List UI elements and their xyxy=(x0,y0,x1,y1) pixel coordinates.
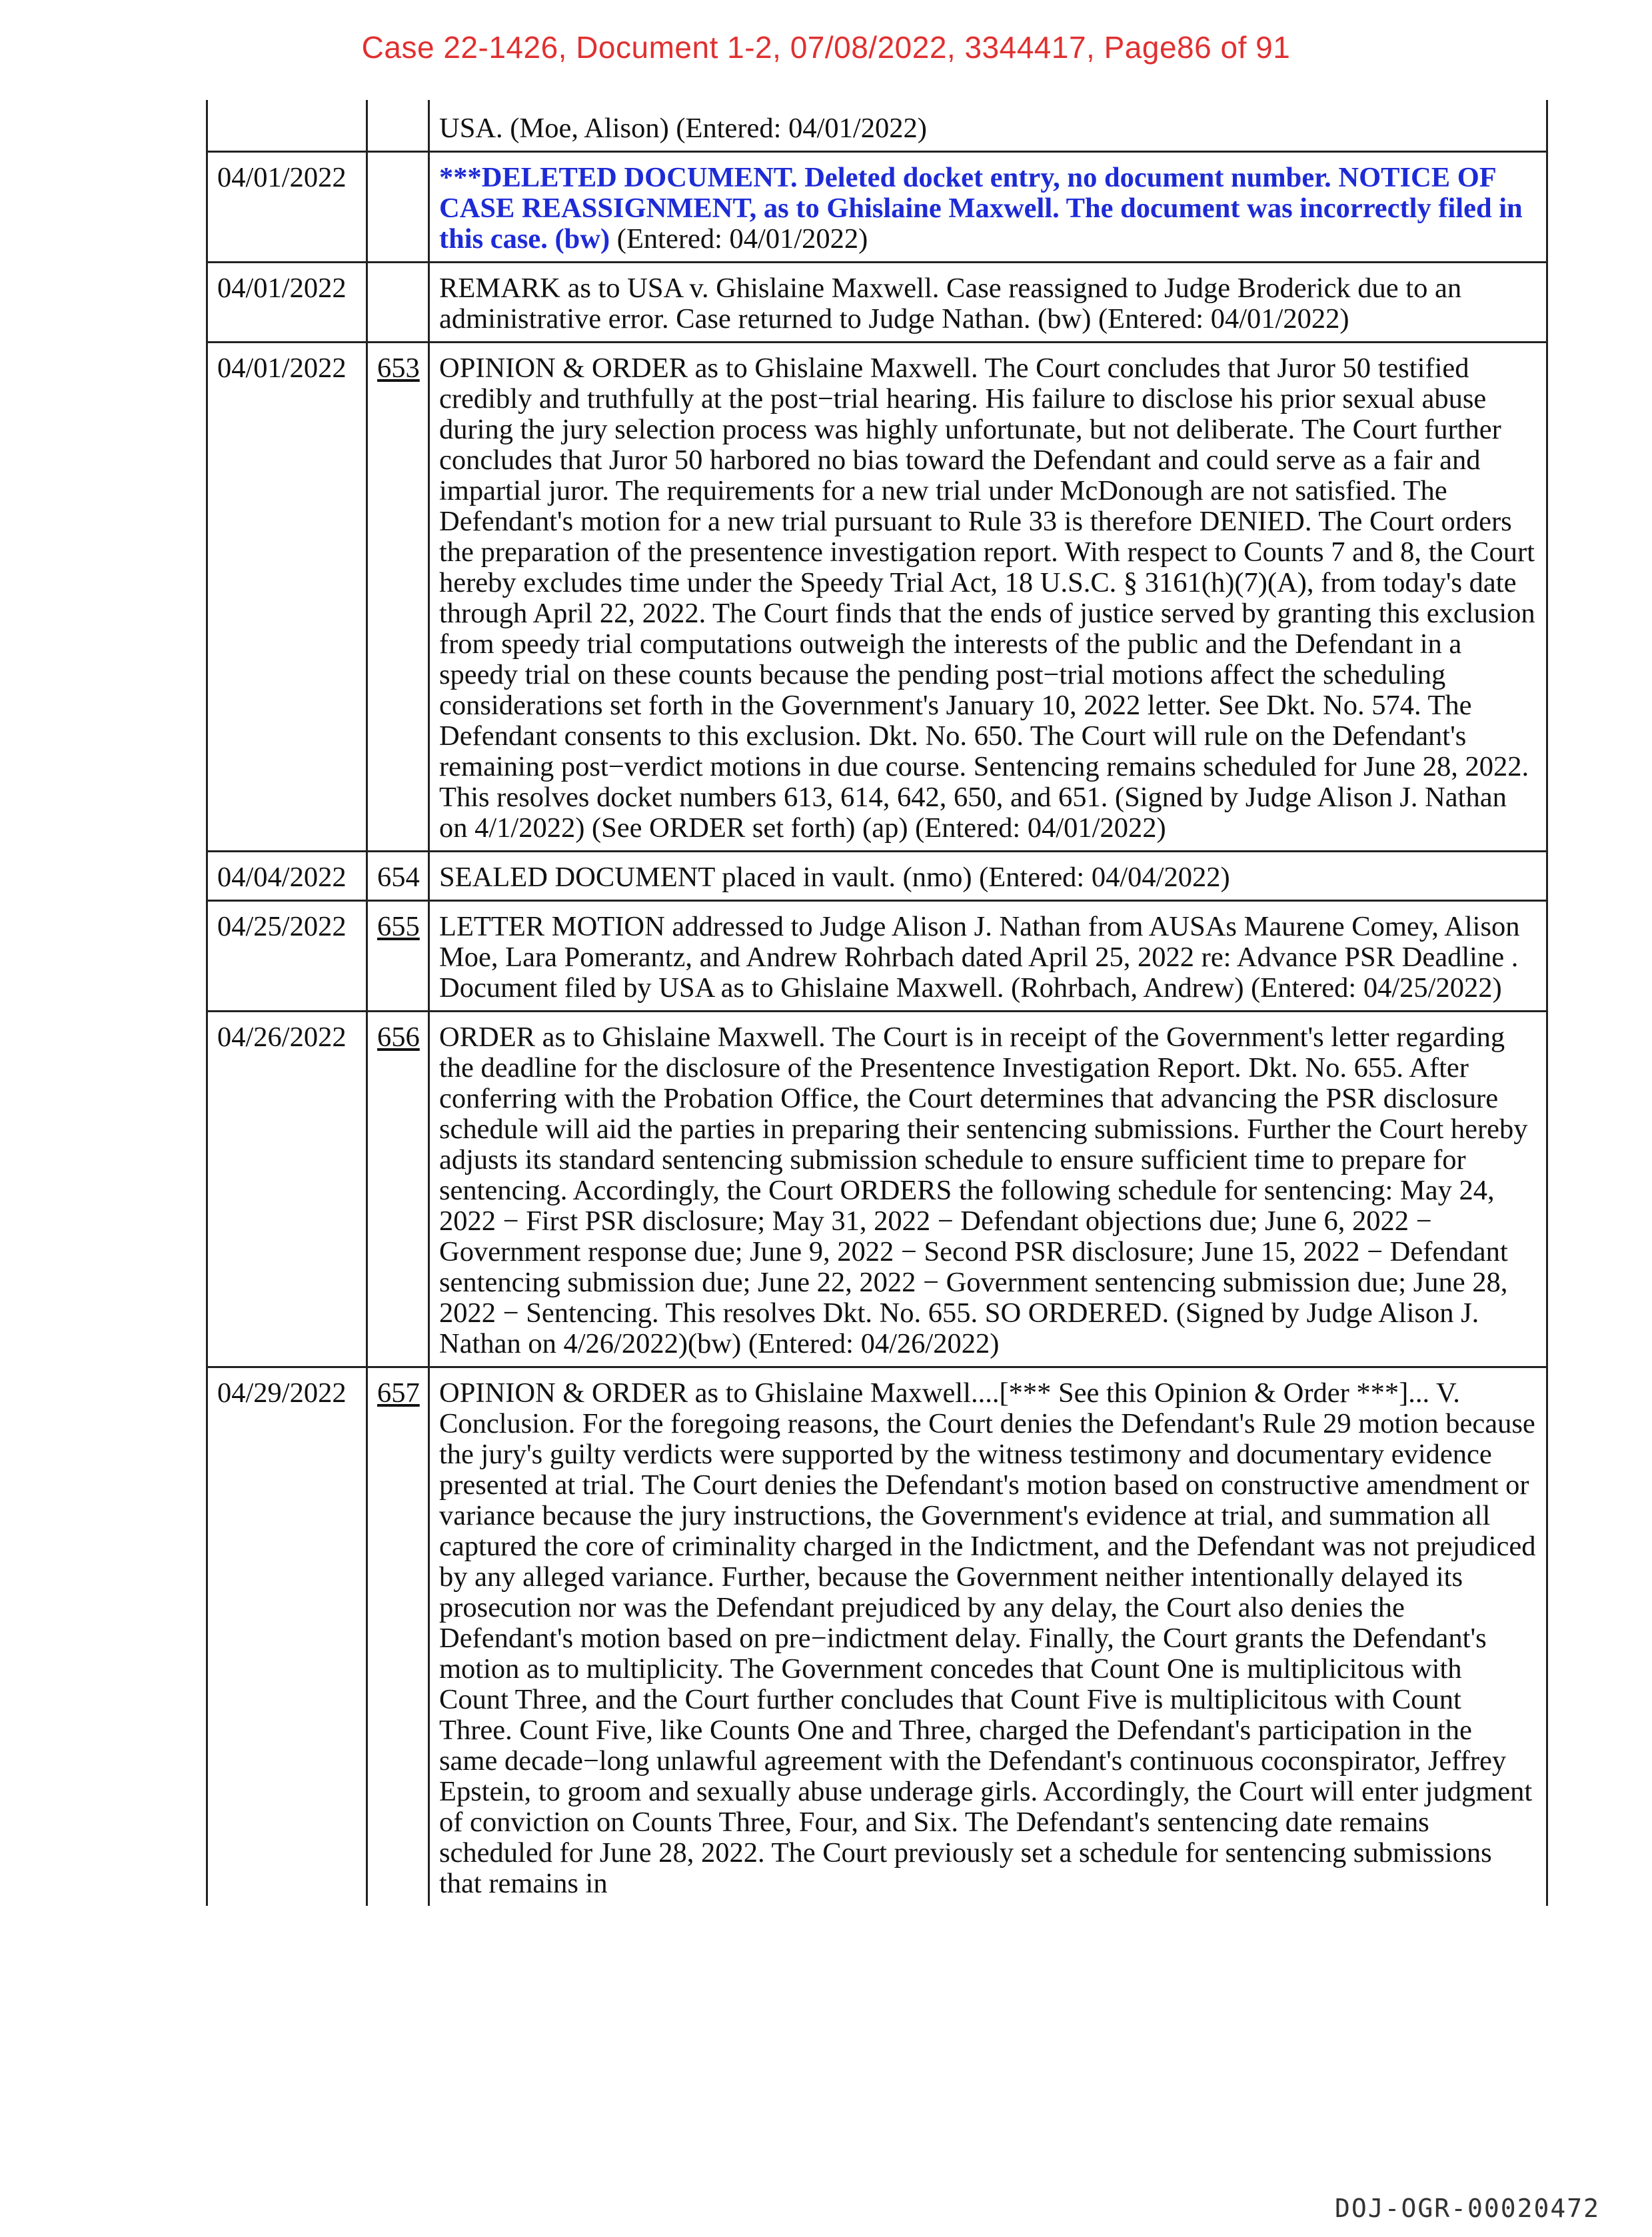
entry-number xyxy=(367,901,429,1012)
entry-date: 04/04/2022 xyxy=(207,852,367,901)
docket-row xyxy=(207,1012,1547,1367)
document-link[interactable]: 653 xyxy=(377,353,420,384)
docket-row xyxy=(207,152,1547,263)
entry-number xyxy=(367,1367,429,1906)
entry-text: ORDER as to Ghislaine Maxwell. The Court is in receipt of the Government's letter regarding the deadline for the disclosure of the Presentence Investigation Report. Dkt. No. 655. After conferring with the Probation Office, the Court determines that advancing the PSR disclosure schedule will aid the parties in preparing their sentencing submissions. Further the Court hereby adjusts its standard sentencing submission schedule to ensure sufficient time to prepare for sentencing. Accordingly, the Court ORDERS the following schedule for sentencing: May 24, 2022 − First PSR disclosure; May 31, 2022 − Defendant objections due; June 6, 2022 − Government response due; June 9, 2022 − Second PSR disclosure; June 15, 2022 − Defendant sentencing submission due; June 22, 2022 − Government sentencing submission due; June 28, 2022 − Sentencing. This resolves Dkt. No. 655. SO ORDERED. (Signed by Judge Alison J. Nathan on 4/26/2022)(bw) (Entered: 04/26/2022) xyxy=(429,1012,1547,1367)
bates-number: DOJ-OGR-00020472 xyxy=(1334,2194,1600,2223)
entry-text xyxy=(429,152,1547,263)
entry-text-suffix: (Entered: 04/01/2022) xyxy=(610,223,868,255)
entry-text: OPINION & ORDER as to Ghislaine Maxwell. The Court concludes that Juror 50 testified credibly and truthfully at the post−trial hearing. His failure to disclose his prior sexual abuse during the jury selection process was highly unfortunate, but not deliberate. The Court further concludes that Juror 50 harbored no bias toward the Defendant and could serve as a fair and impartial juror. The requirements for a new trial under McDonough are not satisfied. The Defendant's motion for a new trial pursuant to Rule 33 is therefore DENIED. The Court orders the preparation of the presentence investigation report. With respect to Counts 7 and 8, the Court hereby excludes time under the Speedy Trial Act, 18 U.S.C. § 3161(h)(7)(A), from today's date through April 22, 2022. The Court finds that the ends of justice served by granting this exclusion from speedy trial computations outweigh the interests of the public and the Defendant in a speedy trial on these counts because the pending post−trial motions affect the scheduling considerations set forth in the Government's January 10, 2022 letter. See Dkt. No. 574. The Defendant consents to this exclusion. Dkt. No. 650. The Court will rule on the Defendant's remaining post−verdict motions in due course. Sentencing remains scheduled for June 28, 2022. This resolves docket numbers 613, 614, 642, 650, and 651. (Signed by Judge Alison J. Nathan on 4/1/2022) (See ORDER set forth) (ap) (Entered: 04/01/2022) xyxy=(429,343,1547,852)
docket-row xyxy=(207,263,1547,343)
document-link[interactable]: 655 xyxy=(377,911,420,942)
entry-text: REMARK as to USA v. Ghislaine Maxwell. Case reassigned to Judge Broderick due to an administrative error. Case returned to Judge Nathan. (bw) (Entered: 04/01/2022) xyxy=(429,263,1547,343)
docket-row xyxy=(207,1367,1547,1906)
case-header: Case 22-1426, Document 1-2, 07/08/2022, 3344417, Page86 of 91 xyxy=(361,30,1291,65)
docket-row xyxy=(207,100,1547,152)
entry-date: 04/25/2022 xyxy=(207,901,367,1012)
entry-number xyxy=(367,1012,429,1367)
docket-table xyxy=(206,100,1548,1906)
entry-date: 04/29/2022 xyxy=(207,1367,367,1906)
entry-text: LETTER MOTION addressed to Judge Alison J. Nathan from AUSAs Maurene Comey, Alison Moe, Lara Pomerantz, and Andrew Rohrbach dated April 25, 2022 re: Advance PSR Deadline . Document filed by USA as to Ghislaine Maxwell. (Rohrbach, Andrew) (Entered: 04/25/2022) xyxy=(429,901,1547,1012)
document-link[interactable]: 657 xyxy=(377,1377,420,1409)
docket-row xyxy=(207,343,1547,852)
entry-number xyxy=(367,343,429,852)
entry-text: OPINION & ORDER as to Ghislaine Maxwell....[*** See this Opinion & Order ***]... V. Conclusion. For the foregoing reasons, the Court denies the Defendant's Rule 29 motion because the jury's guilty verdicts were supported by the witness testimony and documentary evidence presented at trial. The Court denies the Defendant's motion based on constructive amendment or variance because the jury instructions, the Government's evidence at trial, and summation all captured the core of criminality charged in the Indictment, and the Defendant was not prejudiced by any alleged variance. Further, because the Government neither intentionally delayed its prosecution nor was the Defendant prejudiced by any delay, the Court also denies the Defendant's motion based on pre−indictment delay. Finally, the Court grants the Defendant's motion as to multiplicity. The Government concedes that Count One is multiplicitous with Count Three, and the Court further concludes that Count Five is multiplicitous with Count Three. Count Five, like Counts One and Three, charged the Defendant's participation in the same decade−long unlawful agreement with the Defendant's continuous coconspirator, Jeffrey Epstein, to groom and sexually abuse underage girls. Accordingly, the Court will enter judgment of conviction on Counts Three, Four, and Six. The Defendant's sentencing date remains scheduled for June 28, 2022. The Court previously set a schedule for sentencing submissions that remains in xyxy=(429,1367,1547,1906)
entry-number: 654 xyxy=(367,852,429,901)
deleted-entry-notice: ***DELETED DOCUMENT. Deleted docket entry, no document number. NOTICE OF CASE REASSIGNMENT, as to Ghislaine Maxwell. The document was incorrectly filed in this case. (bw) xyxy=(439,162,1523,255)
document-link[interactable]: 656 xyxy=(377,1022,420,1053)
entry-date: 04/01/2022 xyxy=(207,343,367,852)
docket-row xyxy=(207,901,1547,1012)
entry-date: 04/26/2022 xyxy=(207,1012,367,1367)
entry-text: USA. (Moe, Alison) (Entered: 04/01/2022) xyxy=(429,100,1547,152)
entry-number xyxy=(367,100,429,152)
entry-date: 04/01/2022 xyxy=(207,152,367,263)
entry-date: 04/01/2022 xyxy=(207,263,367,343)
entry-text: SEALED DOCUMENT placed in vault. (nmo) (Entered: 04/04/2022) xyxy=(429,852,1547,901)
entry-date xyxy=(207,100,367,152)
docket-row xyxy=(207,852,1547,901)
entry-number xyxy=(367,263,429,343)
entry-number xyxy=(367,152,429,263)
